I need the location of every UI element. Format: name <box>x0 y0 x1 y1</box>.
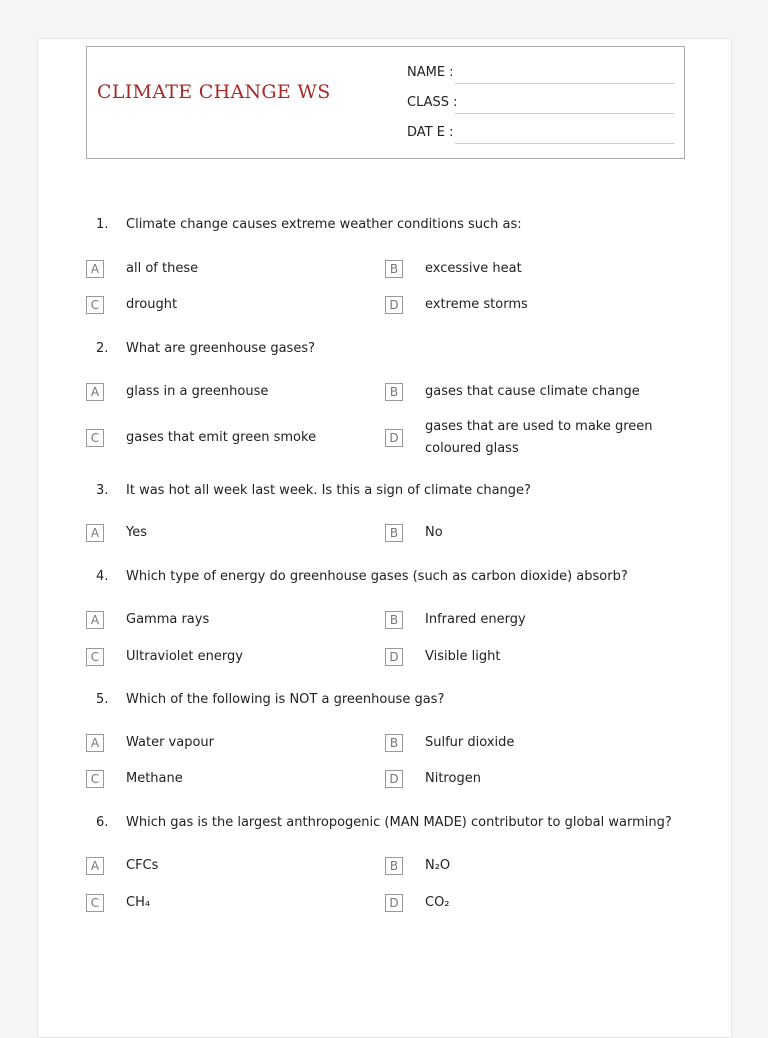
option-box-b[interactable]: B <box>385 734 403 752</box>
name-label: NAME : <box>407 65 454 80</box>
option-box-c[interactable]: C <box>86 429 104 447</box>
option-box-c[interactable]: C <box>86 894 104 912</box>
question-number: 1. <box>96 217 109 232</box>
option-text[interactable]: Visible light <box>425 649 501 664</box>
option-box-b[interactable]: B <box>385 383 403 401</box>
option-box-c[interactable]: C <box>86 770 104 788</box>
option-text[interactable]: all of these <box>126 261 199 276</box>
option-text[interactable]: CFCs <box>126 858 159 873</box>
name-field[interactable] <box>455 83 674 84</box>
option-text[interactable]: Nitrogen <box>425 771 481 786</box>
class-field[interactable] <box>455 113 674 114</box>
option-box-a[interactable]: A <box>86 611 104 629</box>
option-text[interactable]: CO₂ <box>425 895 450 910</box>
date-label: DAT E : <box>407 125 454 140</box>
worksheet-header <box>86 46 685 159</box>
option-box-b[interactable]: B <box>385 611 403 629</box>
option-box-c[interactable]: C <box>86 648 104 666</box>
option-text[interactable]: gases that are used to make green coloured glass <box>425 419 653 456</box>
option-text[interactable]: CH₄ <box>126 895 151 910</box>
question-number: 4. <box>96 569 109 584</box>
option-text[interactable]: Methane <box>126 771 183 786</box>
question-text: What are greenhouse gases? <box>126 341 315 356</box>
option-text[interactable]: extreme storms <box>425 297 528 312</box>
option-text[interactable]: excessive heat <box>425 261 522 276</box>
option-box-b[interactable]: B <box>385 524 403 542</box>
option-text[interactable]: glass in a greenhouse <box>126 384 269 399</box>
class-label: CLASS : <box>407 95 458 110</box>
option-box-d[interactable]: D <box>385 770 403 788</box>
question-text: Which gas is the largest anthropogenic (MAN MADE) contributor to global warming? <box>126 815 672 830</box>
date-field[interactable] <box>455 143 674 144</box>
option-box-d[interactable]: D <box>385 429 403 447</box>
option-box-a[interactable]: A <box>86 524 104 542</box>
option-text[interactable]: Yes <box>126 525 147 540</box>
option-box-a[interactable]: A <box>86 383 104 401</box>
option-box-d[interactable]: D <box>385 894 403 912</box>
question-text: Climate change causes extreme weather conditions such as: <box>126 217 522 232</box>
question-text: It was hot all week last week. Is this a sign of climate change? <box>126 483 531 498</box>
option-box-a[interactable]: A <box>86 260 104 278</box>
worksheet-page <box>37 38 732 1038</box>
question-number: 6. <box>96 815 109 830</box>
option-text[interactable]: Infrared energy <box>425 612 526 627</box>
option-box-d[interactable]: D <box>385 296 403 314</box>
option-text[interactable]: gases that cause climate change <box>425 384 640 399</box>
option-box-b[interactable]: B <box>385 260 403 278</box>
question-text: Which type of energy do greenhouse gases (such as carbon dioxide) absorb? <box>126 569 628 584</box>
option-text[interactable]: Sulfur dioxide <box>425 735 515 750</box>
option-text[interactable]: N₂O <box>425 858 451 873</box>
option-box-c[interactable]: C <box>86 296 104 314</box>
worksheet-title: CLIMATE CHANGE WS <box>97 81 331 103</box>
option-box-a[interactable]: A <box>86 857 104 875</box>
option-text[interactable]: gases that emit green smoke <box>126 430 317 445</box>
question-number: 3. <box>96 483 109 498</box>
option-text[interactable]: No <box>425 525 443 540</box>
option-box-a[interactable]: A <box>86 734 104 752</box>
question-number: 2. <box>96 341 109 356</box>
option-text[interactable]: Water vapour <box>126 735 215 750</box>
option-text[interactable]: Gamma rays <box>126 612 210 627</box>
option-text[interactable]: Ultraviolet energy <box>126 649 243 664</box>
question-text: Which of the following is NOT a greenhouse gas? <box>126 692 445 707</box>
option-box-b[interactable]: B <box>385 857 403 875</box>
option-box-d[interactable]: D <box>385 648 403 666</box>
question-number: 5. <box>96 692 109 707</box>
option-text[interactable]: drought <box>126 297 178 312</box>
